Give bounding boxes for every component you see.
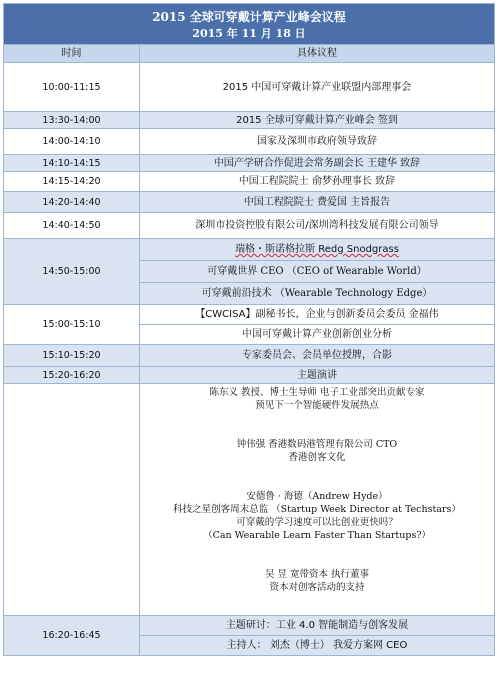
agenda-table xyxy=(3,3,495,656)
table-row xyxy=(4,112,495,129)
table-row xyxy=(4,384,495,616)
agenda-cell: 中国工程院院士 费爱国 主旨报告 xyxy=(140,192,495,213)
speaker-line: 吴 昱 宽带资本 执行董事 xyxy=(264,569,370,580)
agenda-cell: 主题演讲 xyxy=(140,367,495,384)
speaker-line: 安德鲁 · 海德（Andrew Hyde） xyxy=(246,491,388,502)
talk-title: 香港创客文化 xyxy=(288,452,346,463)
time-cell: 16:20-16:45 xyxy=(4,616,140,656)
talk-title: （Can Wearable Learn Faster Than Startups?） xyxy=(203,530,431,541)
table-row xyxy=(4,305,495,325)
agenda-page xyxy=(3,3,495,656)
title-row xyxy=(4,4,495,45)
table-row xyxy=(4,367,495,384)
agenda-date: 2015 年 11 月 18 日 xyxy=(192,27,306,40)
speaker-line: 科技之星创客周末总监 （Startup Week Director at Techstars） xyxy=(173,504,461,515)
table-row xyxy=(4,172,495,192)
table-row xyxy=(4,345,495,367)
table-row xyxy=(4,616,495,636)
agenda-cell: 可穿戴前沿技术 （Wearable Technology Edge） xyxy=(140,283,495,305)
agenda-cell: 可穿戴世界 CEO （CEO of Wearable World） xyxy=(140,261,495,283)
agenda-column-header: 具体议程 xyxy=(140,45,495,63)
time-cell: 15:00-15:10 xyxy=(4,305,140,345)
agenda-cell: 中国可穿戴计算产业创新创业分析 xyxy=(140,325,495,345)
agenda-cell: 主题研讨：工业 4.0 智能制造与创客发展 xyxy=(140,616,495,636)
agenda-cell: 国家及深圳市政府领导致辞 xyxy=(140,129,495,155)
time-cell xyxy=(4,384,140,616)
agenda-cell: 专家委员会、会员单位授牌，合影 xyxy=(140,345,495,367)
agenda-cell: 2015 中国可穿戴计算产业联盟内部理事会 xyxy=(140,63,495,112)
speaker-line: 陈东义 教授、博士生导师 电子工业部突出贡献专家 xyxy=(209,387,425,398)
table-row xyxy=(4,213,495,239)
time-cell: 13:30-14:00 xyxy=(4,112,140,129)
table-row xyxy=(4,239,495,261)
time-cell: 15:10-15:20 xyxy=(4,345,140,367)
time-column-header: 时间 xyxy=(4,45,140,63)
agenda-cell: 2015 全球可穿戴计算产业峰会 签到 xyxy=(140,112,495,129)
speaker-line: 钟伟强 香港数码港管理有限公司 CTO xyxy=(236,439,398,450)
table-row xyxy=(4,63,495,112)
time-cell: 14:50-15:00 xyxy=(4,239,140,305)
time-cell: 15:20-16:20 xyxy=(4,367,140,384)
time-cell: 14:20-14:40 xyxy=(4,192,140,213)
title-cell xyxy=(4,4,495,45)
keynote-list xyxy=(140,384,495,616)
talk-title: 预见下一个智能硬件发展热点 xyxy=(255,400,379,411)
column-header-row xyxy=(4,45,495,63)
agenda-cell: 中国产学研合作促进会常务副会长 王建华 致辞 xyxy=(140,155,495,172)
time-cell: 14:00-14:10 xyxy=(4,129,140,155)
agenda-cell xyxy=(140,239,495,261)
table-row xyxy=(4,192,495,213)
table-row xyxy=(4,129,495,155)
agenda-cell: 深圳市投资控股有限公司/深圳湾科技发展有限公司领导 xyxy=(140,213,495,239)
speaker-name: 瑞格・斯诺格拉斯 Redg Snodgrass xyxy=(235,244,399,255)
agenda-cell: 中国工程院院士 俞梦孙理事长 致辞 xyxy=(140,172,495,192)
table-row xyxy=(4,155,495,172)
time-cell: 14:10-14:15 xyxy=(4,155,140,172)
agenda-title: 2015 全球可穿戴计算产业峰会议程 xyxy=(152,10,346,24)
time-cell: 10:00-11:15 xyxy=(4,63,140,112)
agenda-cell: 【CWCISA】副秘书长，企业与创新委员会委员 金福伟 xyxy=(140,305,495,325)
time-cell: 14:40-14:50 xyxy=(4,213,140,239)
talk-title: 可穿戴的学习速度可以比创业更快吗？ xyxy=(236,517,398,528)
time-cell: 14:15-14:20 xyxy=(4,172,140,192)
agenda-cell: 主持人： 刘杰（博士） 我爱方案网 CEO xyxy=(140,636,495,656)
talk-title: 资本对创客活动的支持 xyxy=(269,582,365,593)
